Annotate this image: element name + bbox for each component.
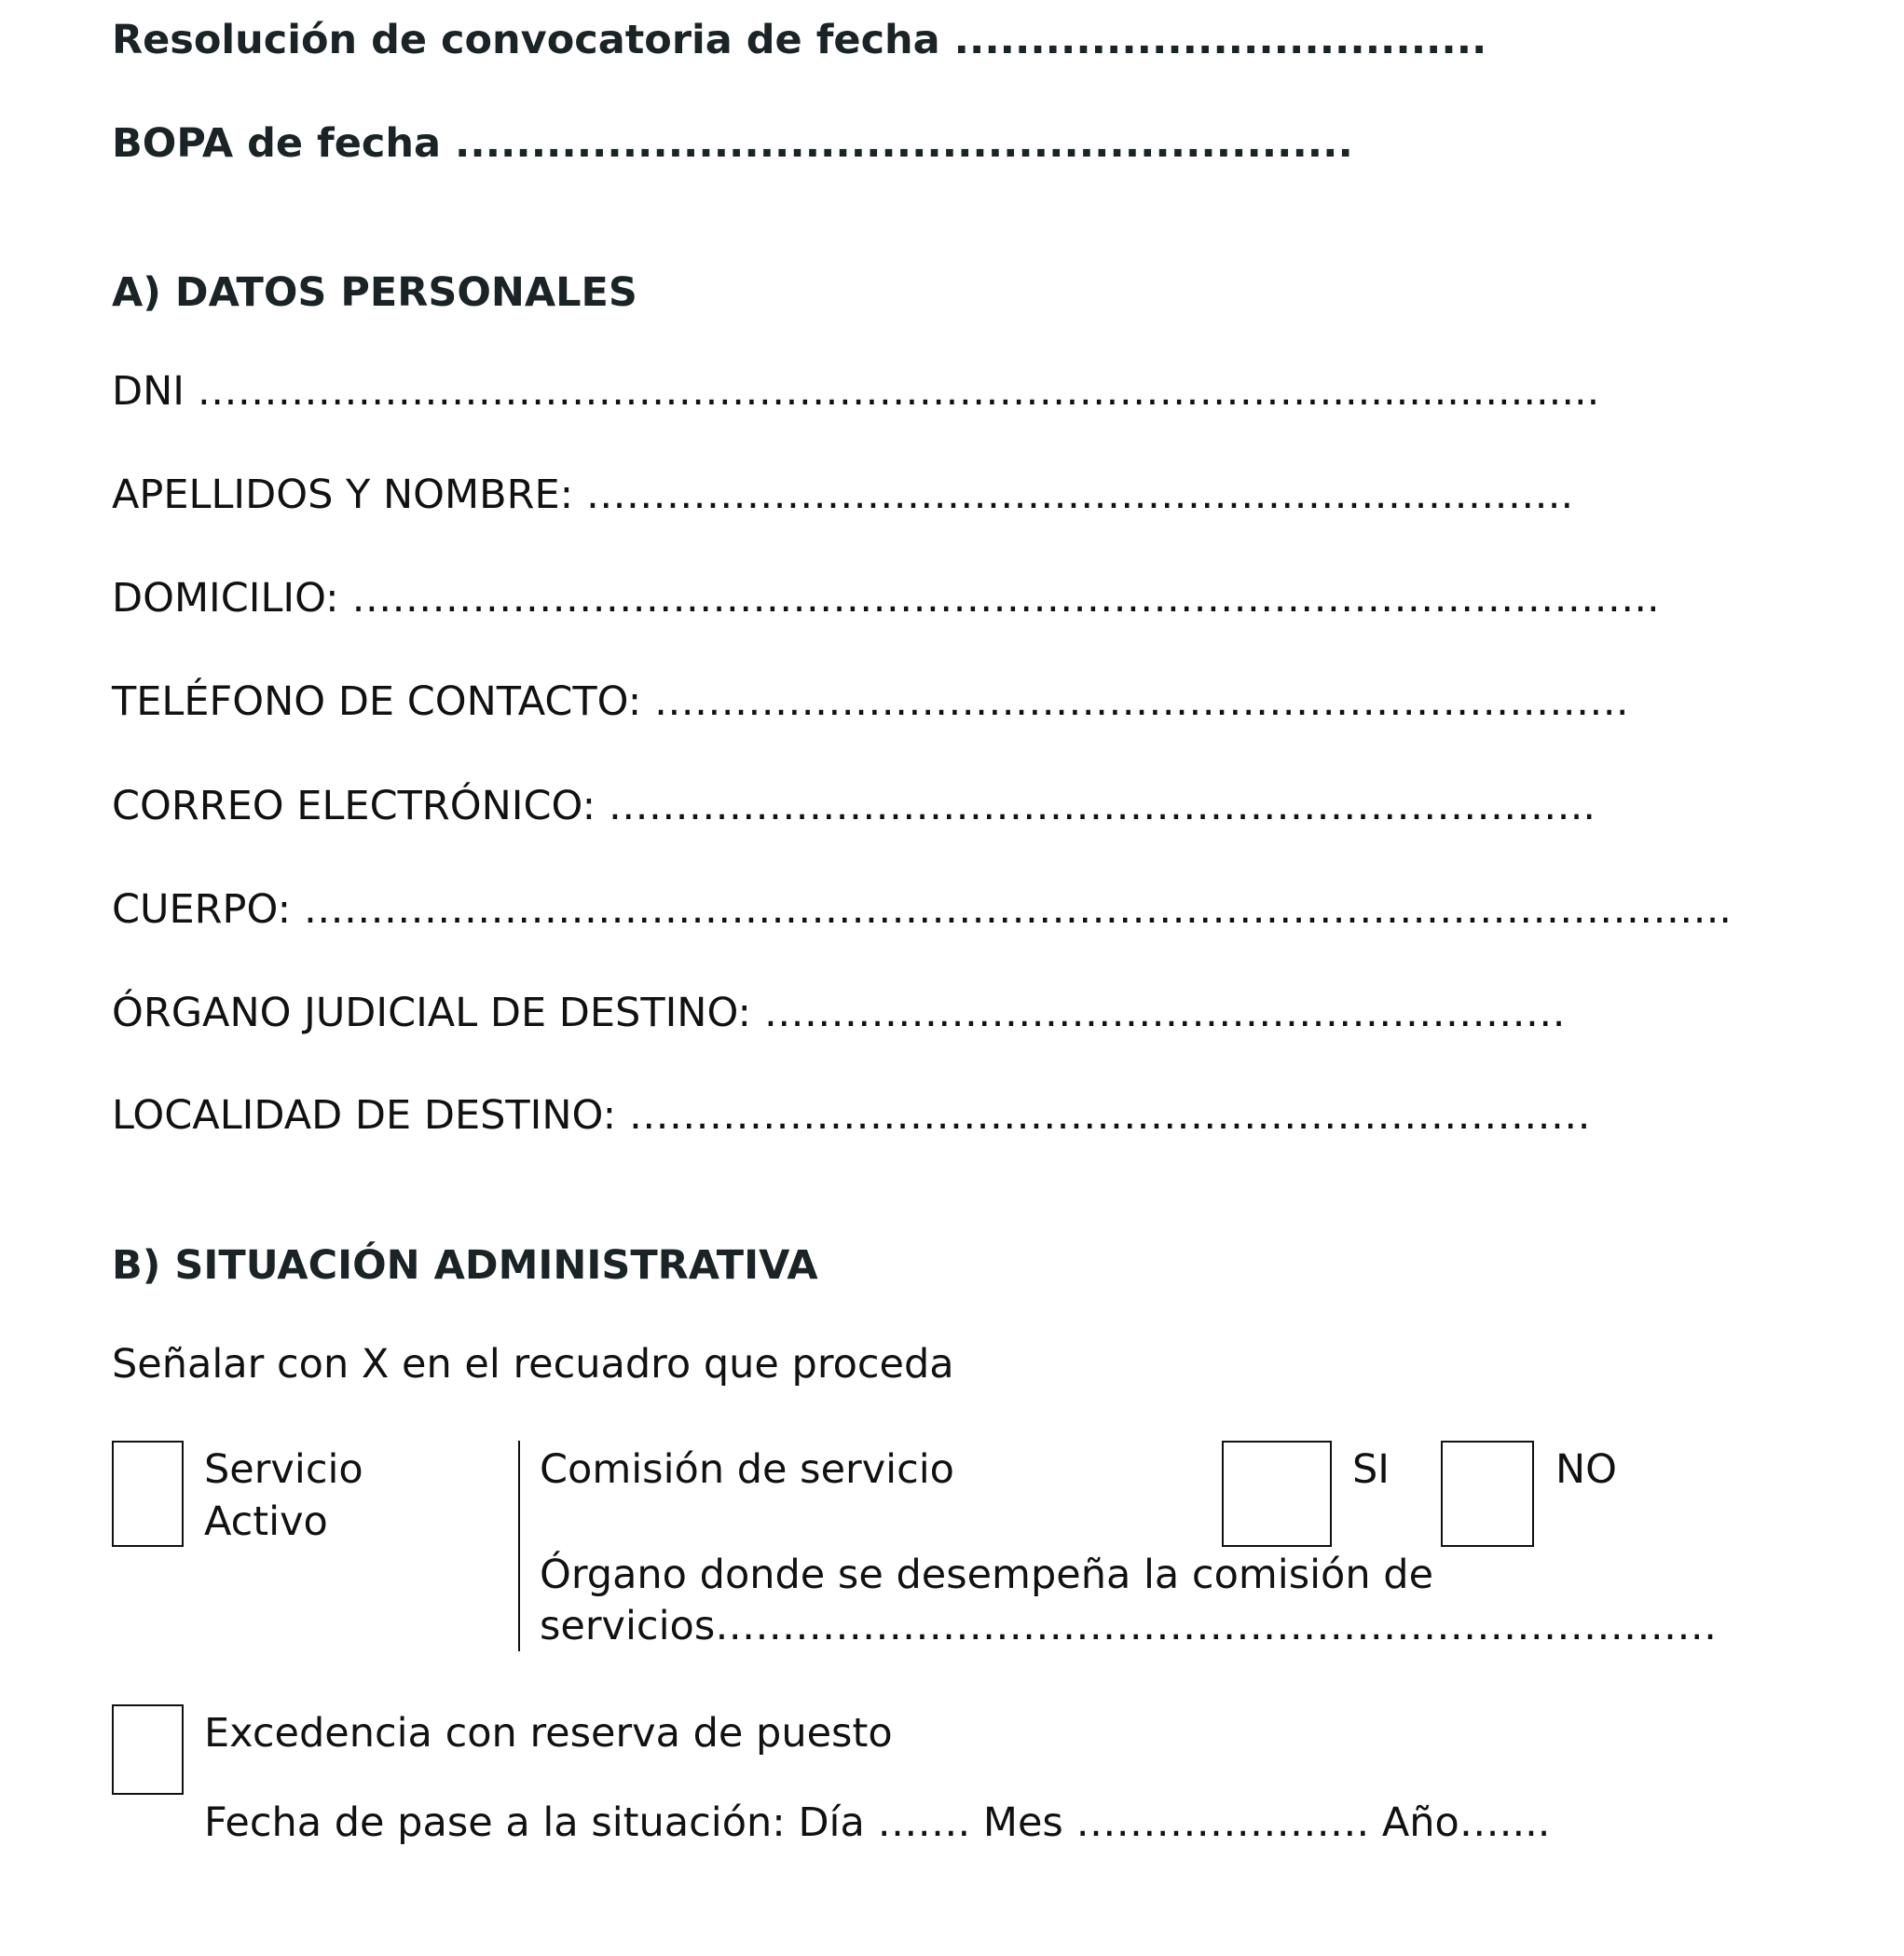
cuerpo-field: CUERPO: ……………………………………………………………………………………………..: [112, 886, 1733, 933]
bopa-fecha-field: BOPA de fecha ...........................................................: [112, 120, 1353, 167]
divider: [518, 1441, 520, 1651]
servicio-activo-checkbox[interactable]: [112, 1441, 184, 1547]
servicio-activo-label: Servicio: [204, 1446, 363, 1493]
section-b-title: B) SITUACIÓN ADMINISTRATIVA: [112, 1242, 818, 1289]
telefono-field: TELÉFONO DE CONTACTO: ……………………………………………………………….: [112, 678, 1629, 725]
localidad-field: LOCALIDAD DE DESTINO: ………………………………………………………………: [112, 1092, 1591, 1139]
resolucion-fecha-field: Resolución de convocatoria de fecha ...................................: [112, 17, 1487, 63]
no-label: NO: [1555, 1446, 1618, 1493]
servicio-activo-label-2: Activo: [204, 1498, 328, 1545]
correo-field: CORREO ELECTRÓNICO: ………………………………………………………………..: [112, 783, 1596, 829]
si-label: SI: [1352, 1446, 1390, 1493]
organo-comision-label: Órgano donde se desempeña la comisión de: [540, 1552, 1434, 1598]
comision-si-checkbox[interactable]: [1222, 1441, 1332, 1547]
apellidos-nombre-field: APELLIDOS Y NOMBRE: ………………………………………………………………..: [112, 472, 1574, 518]
section-a-title: A) DATOS PERSONALES: [112, 269, 637, 316]
instruction-text: Señalar con X en el recuadro que proceda: [112, 1341, 954, 1388]
domicilio-field: DOMICILIO: ……………………………………………………………………………………..: [112, 575, 1660, 622]
organo-comision-field: servicios…………………………………………………………………: [540, 1603, 1718, 1649]
organo-judicial-field: ÓRGANO JUDICIAL DE DESTINO: ……………………………………………………: [112, 990, 1566, 1036]
excedencia-label: Excedencia con reserva de puesto: [204, 1710, 893, 1757]
comision-label: Comisión de servicio: [540, 1446, 954, 1493]
excedencia-checkbox[interactable]: [112, 1704, 184, 1795]
fecha-pase-field: Fecha de pase a la situación: Día ……. Mes …………………. Año…....: [204, 1799, 1551, 1846]
comision-no-checkbox[interactable]: [1441, 1441, 1534, 1547]
dni-field: DNI …………………………………………………………………………......................: [112, 368, 1600, 415]
